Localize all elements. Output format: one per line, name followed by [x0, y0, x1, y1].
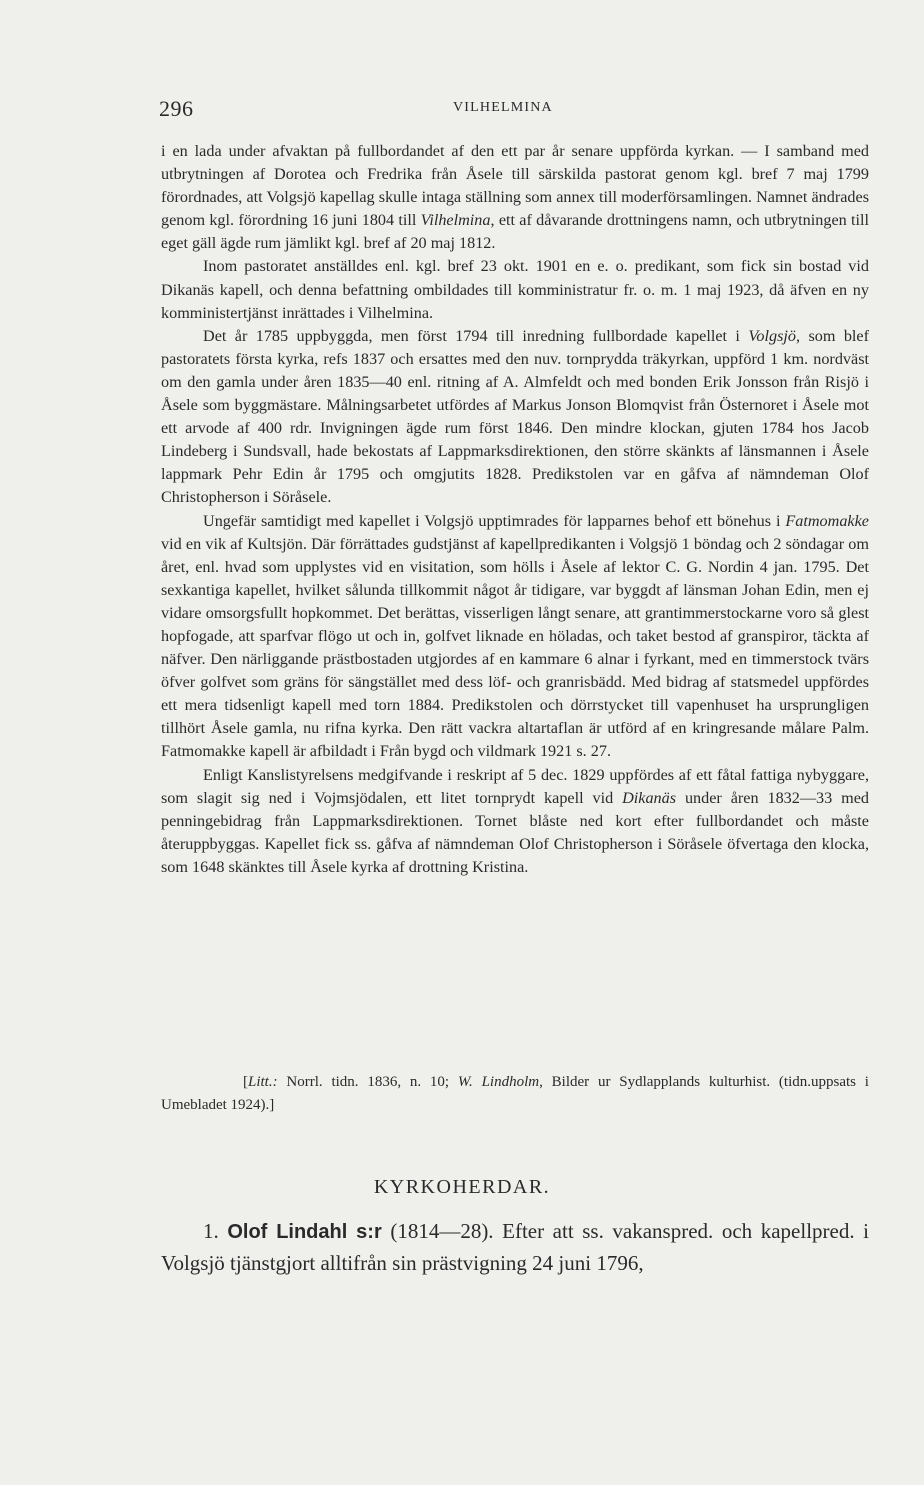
page-number: 296	[159, 96, 194, 121]
paragraph-1-text-a: i en lada under afvaktan på fullbordandet af den ett par år senare uppförda kyrkan. — I samband med utbrytningen af Dorotea och Fredrika från Åsele till särskilda pastorat genom kgl. bref 7 maj 1799 förordnades, att Volgsjö kapellag skulle intaga ställning som annex till moderförsamlingen. Namnet ändrades genom kgl. förordning 16 juni 1804 till	[161, 142, 869, 230]
paragraph-3	[161, 325, 869, 510]
paragraph-5	[161, 764, 869, 879]
entry-name: Olof Lindahl s:r	[227, 1221, 382, 1243]
page-header	[159, 96, 871, 124]
paragraph-1-italic: Vilhelmina	[420, 211, 491, 230]
literature-author: W. Lindholm,	[457, 1074, 543, 1090]
literature-text-a: Norrl. tidn. 1836, n. 10;	[277, 1074, 458, 1090]
paragraph-4	[161, 510, 869, 764]
literature-open-bracket: [	[243, 1074, 248, 1090]
paragraph-4-text-a: Ungefär samtidigt med kapellet i Volgsjö upptimrades för lapparnes behof ett bönehus i	[203, 511, 786, 530]
paragraph-5-italic: Dikanäs	[622, 788, 677, 807]
entry-number: 1.	[203, 1219, 219, 1243]
entry-text: (1814—28). Efter att ss. vakanspred. och kapellpred. i Volgsjö tjänstgjort alltifrån sin prästvigning 24 juni 1796,	[161, 1219, 870, 1275]
paragraph-3-text-b: , som blef pastoratets första kyrka, refs 1837 och ersattes med den nuv. tornprydda träkyrkan, uppförd 1 km. nordväst om den gamla under åren 1835—40 enl. ritning af A. Almfeldt och med bonden Erik Jonsson från Risjö i Åsele som byggmästare. Målningsarbetet utfördes af Markus Jonson Blomqvist från Östernoret i Åsele mot ett arvode af 400 rdr. Invigningen ägde rum först 1846. Den mindre klockan, gjuten 1784 hos Jacob Lindeberg i Sundsvall, hade bekostats af Lappmarksdirektionen, den större skänkts af länsmannen i Åsele lappmark Pehr Edin år 1795 och omgjutits 1828. Predikstolen var en gåfva af nämndeman Olof Christopherson i Söråsele.	[161, 326, 869, 507]
paragraph-2: Inom pastoratet anställdes enl. kgl. bref 23 okt. 1901 en e. o. predikant, som fick sin bostad vid Dikanäs kapell, och denna befattning ombildades till komministratur fr. o. m. 1 maj 1923, då äfven en ny komministertjänst inrättades i Vilhelmina.	[161, 257, 869, 322]
paragraph-5-text-b: under åren 1832—33 med penningebidrag från Lappmarksdirektionen. Tornet blåste ned kort efter fullbordandet och måste återuppbyggas. Kapellet fick ss. gåfva af nämndeman Olof Christopherson i Söråsele öfvertaga den klocka, som 1648 skänktes till Åsele kyrka af drottning Kristina.	[161, 788, 869, 876]
paragraph-4-italic: Fatmomakke	[785, 511, 869, 530]
literature-text-b: Bilder ur Sydlapplands kulturhist. (tidn.uppsats i Umebladet 1924).]	[161, 1074, 869, 1113]
paragraph-3-italic: Volgsjö	[748, 326, 796, 345]
body-text	[161, 140, 869, 879]
clergy-entry	[161, 1216, 869, 1279]
paragraph-4-text-b: vid en vik af Kultsjön. Där förrättades gudstjänst af kapellpredikanten i Volgsjö 1 böndag och 2 söndagar om året, enl. hvad som upplystes vid en visitation, som hölls i Åsele af lektor C. G. Nordin 4 jan. 1795. Det sexkantiga kapellet, hvilket sålunda tillkommit något år tidigare, var byggdt af länsman Johan Edin, men ej vidare omsorgsfullt hopkommet. Det berättas, visserligen långt senare, att grantimmerstockarne voro så glest hopfogade, att sparfvar flögo ut och in, golfvet liknade en höladas, och taket bestod af granspiror, täckta af näfver. Den närliggande prästbostaden utgjordes af en kammare 6 alnar i fyrkant, med en timmerstock tvärs öfver golfvet som gräns för sängstället med dess löf- och granrisbädd. Med bidrag af statsmedel uppfördes ett mera tidsenligt kapell med torn 1884. Predikstolen och dörrstycket till vapenhuset ha ursprungligen tillhört Åsele gamla, nu rifna kyrka. Den rätt vackra altartaflan är utförd af en kringresande målare Palm. Fatmomakke kapell är afbildadt i Från bygd och vildmark 1921 s. 27.	[161, 534, 869, 761]
running-head: VILHELMINA	[453, 100, 553, 115]
literature-label: Litt.:	[248, 1074, 278, 1090]
paragraph-1-text-b: , ett af dåvarande drottningens namn, och utbrytningen till eget gäll ägde rum jämlikt kgl. bref af 20 maj 1812.	[161, 211, 869, 253]
paragraph-5-text-a: Enligt Kanslistyrelsens medgifvande i reskript af 5 dec. 1829 uppfördes af ett fåtal fattiga nybyggare, som slagit sig ned i Vojmsjödalen, ett litet tornprydt kapell vid	[161, 765, 869, 807]
section-title: KYRKOHERDAR.	[373, 1176, 551, 1198]
literature-reference	[161, 1071, 869, 1117]
paragraph-1	[161, 140, 869, 255]
paragraph-3-text-a: Det år 1785 uppbyggda, men först 1794 till inredning fullbordade kapellet i	[203, 326, 749, 345]
